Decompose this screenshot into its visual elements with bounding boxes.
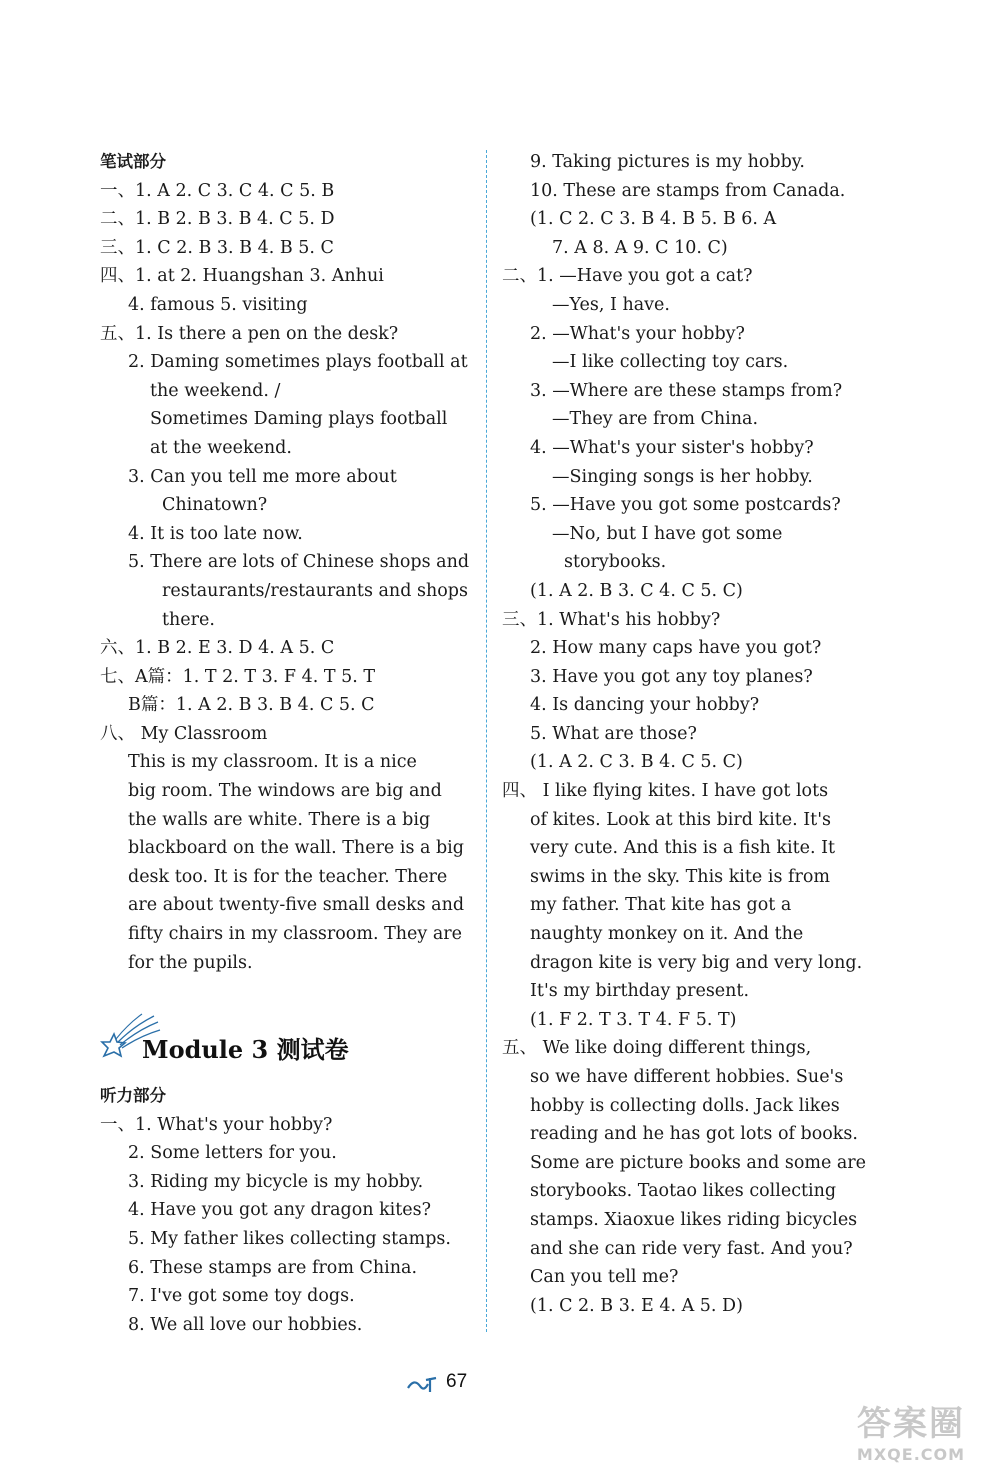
answer-line: Can you tell me? [530,1267,679,1288]
answer-line: are about twenty-five small desks and [128,895,465,916]
answer-line: (1. A 2. B 3. C 4. C 5. C) [530,580,743,601]
answer-line: storybooks. Taotao likes collecting [530,1181,837,1202]
answer-line: 七、A篇：1. T 2. T 3. F 4. T 5. T [100,666,376,687]
answer-line: reading and he has got lots of books. [530,1124,858,1145]
answer-line: 五、 We like doing different things, [502,1038,812,1059]
answer-line: 八、 My Classroom [100,723,268,744]
answer-line: 二、1. B 2. B 3. B 4. C 5. D [100,209,335,230]
answer-line: —I like collecting toy cars. [552,352,789,373]
answer-line: very cute. And this is a fish kite. It [530,838,836,859]
answer-line: 5. What are those? [530,723,697,744]
answer-line: for the pupils. [128,952,253,973]
answer-line: 4. Have you got any dragon kites? [128,1200,432,1221]
answer-line: stamps. Xiaoxue likes riding bicycles [530,1209,858,1230]
answer-line: 10. These are stamps from Canada. [530,180,846,201]
module-title-block [100,1012,470,1072]
answer-line: 三、1. What's his hobby? [502,609,721,630]
answer-line: big room. The windows are big and [128,781,442,802]
answer-line: —They are from China. [552,409,759,430]
answer-line: 三、1. C 2. B 3. B 4. B 5. C [100,237,334,258]
answer-line: This is my classroom. It is a nice [128,752,417,773]
answer-line: 5. My father likes collecting stamps. [128,1228,451,1249]
answer-line: (1. C 2. B 3. E 4. A 5. D) [530,1295,743,1316]
column-divider [486,150,487,1332]
answer-line: hobby is collecting dolls. Jack likes [530,1095,840,1116]
answer-line: naughty monkey on it. And the [530,924,804,945]
footer-decoration-icon [406,1374,440,1396]
answer-line: 一、1. A 2. C 3. C 4. C 5. B [100,180,335,201]
answer-line: 4. Is dancing your hobby? [530,695,760,716]
answer-line: 9. Taking pictures is my hobby. [530,152,805,172]
answer-line: Chinatown? [162,495,268,516]
answer-line: —Singing songs is her hobby. [552,466,813,487]
answer-line: 5. —Have you got some postcards? [530,495,841,516]
answer-line: 2. —What's your hobby? [530,323,745,344]
answer-line: Some are picture books and some are [530,1152,867,1173]
answer-line: there. [162,609,215,630]
answer-line: —Yes, I have. [552,294,670,315]
answer-line: 六、1. B 2. E 3. D 4. A 5. C [100,638,335,659]
answer-line: blackboard on the wall. There is a big [128,838,464,859]
answer-line: (1. C 2. C 3. B 4. B 5. B 6. A [530,209,777,230]
left-column [100,148,472,977]
answer-line: the weekend. / [150,380,281,401]
answer-line: dragon kite is very big and very long. [530,952,863,973]
answer-line: 2. How many caps have you got? [530,638,822,659]
answer-line: 4. —What's your sister's hobby? [530,437,814,458]
answer-line: 四、 I like flying kites. I have got lots [502,781,829,802]
answer-line: and she can ride very fast. And you? [530,1238,853,1259]
answer-line: (1. F 2. T 3. T 4. F 5. T) [530,1009,737,1030]
answer-line: 3. —Where are these stamps from? [530,380,843,401]
answer-line: Sometimes Daming plays football [150,409,448,430]
answer-line: 7. A 8. A 9. C 10. C) [552,237,728,258]
answer-line: 一、1. What's your hobby? [100,1114,333,1135]
answer-line: 4. famous 5. visiting [128,294,308,315]
watermark [836,1403,986,1473]
answer-line: 2. Some letters for you. [128,1143,337,1164]
answer-line: 5. There are lots of Chinese shops and [128,552,470,573]
page-number: 67 [446,1371,468,1392]
module-title: Module 3 测试卷 [142,1035,349,1064]
left-column-listening [100,1082,472,1339]
right-answer-lines [502,148,880,1320]
answer-line: at the weekend. [150,437,292,458]
answer-line: 五、1. Is there a pen on the desk? [100,323,399,344]
watermark-logo-text: 答案圈 [857,1404,965,1444]
listening-answer-lines [100,1111,472,1340]
answer-line: the walls are white. There is a big [128,809,431,830]
answer-line: storybooks. [564,552,667,573]
answer-line: 8. We all love our hobbies. [128,1314,363,1335]
answer-line: swims in the sky. This kite is from [530,866,830,887]
section-heading-listening: 听力部分 [100,1086,166,1105]
answer-line: of kites. Look at this bird kite. It's [530,809,831,830]
answer-line: 7. I've got some toy dogs. [128,1286,355,1307]
answer-line: desk too. It is for the teacher. There [128,866,448,887]
answer-line: B篇：1. A 2. B 3. B 4. C 5. C [128,695,375,716]
answer-line: 四、1. at 2. Huangshan 3. Anhui [100,266,384,287]
answer-line: 3. Have you got any toy planes? [530,666,813,687]
answer-line: my father. That kite has got a [530,895,792,916]
answer-line: 二、1. —Have you got a cat? [502,266,753,287]
answer-line: fifty chairs in my classroom. They are [128,924,462,945]
answer-line: restaurants/restaurants and shops [162,580,468,601]
section-heading-written: 笔试部分 [100,152,166,171]
answer-line: so we have different hobbies. Sue's [530,1067,844,1087]
answer-line: 4. It is too late now. [128,523,303,544]
answer-line: It's my birthday present. [530,981,750,1002]
answer-line: —No, but I have got some [552,523,783,544]
answer-line: 2. Daming sometimes plays football at [128,352,468,373]
watermark-url: MXQE.COM [856,1445,966,1464]
answer-line: 6. These stamps are from China. [128,1257,418,1278]
right-column [502,148,880,1320]
left-answer-lines [100,177,472,978]
answer-line: 3. Can you tell me more about [128,466,397,487]
answer-line: 3. Riding my bicycle is my hobby. [128,1171,424,1192]
answer-line: (1. A 2. C 3. B 4. C 5. C) [530,752,743,773]
